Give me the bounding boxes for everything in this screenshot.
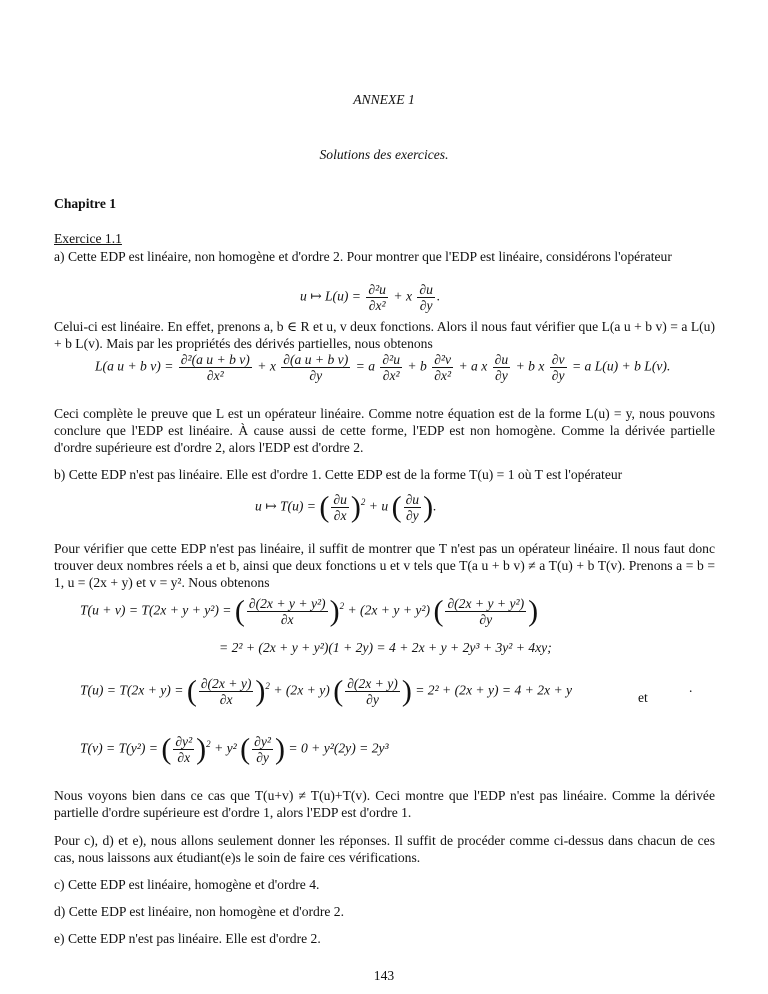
answer-c: c) Cette EDP est linéaire, homogène et d'ordre 4. — [54, 877, 320, 892]
linearity-equation: L(a u + b v) = $\frac{\text{∂²(a u + b v)}}{\text{∂x²}}$ + x $\frac{\text{∂(a u + b v)}}{\partial y}$ = a $\frac{\text{∂²u}}{\text{∂x²}}$ + b $\frac{\text{∂²v}}{\text{∂x²}}$ + a x $\frac{\partial u}{\partial y}$ + b x $\frac{\partial v}{\partial y}$ = a L(u) + b L(v). — [95, 352, 671, 383]
op-l-frac-1: $\frac{\text{∂²u}}{\text{∂x²}}$ — [368, 282, 386, 313]
et-label: et — [638, 690, 648, 705]
op-l-lhs: u ↦ L(u) = — [300, 288, 361, 304]
et-dot: . — [689, 680, 693, 695]
t-u-plus-v-line2: = 2² + (2x + y + y²)(1 + 2y) = 4 + 2x + y + 2y³ + 3y² + 4xy; — [219, 640, 552, 655]
chapter-heading: Chapitre 1 — [54, 196, 117, 211]
op-l-frac-2: $\frac{\partial u}{\partial y}$ — [419, 282, 433, 313]
part-b-verify-text: Pour vérifier que cette EDP n'est pas linéaire, il suffit de montrer que T n'est pas un opérateur linéaire. Il nous faut donc trouver deux nombres réels a et b, ainsi que deux fonctions u et v tels que T(a u + b v) ≠ a T(u) + b T(v). Prenons a = b = 1, u = (2x + y) et v = y². Nous obtenons — [54, 541, 715, 590]
annex-subtitle: Solutions des exercices. — [319, 147, 449, 162]
page-number: 143 — [373, 968, 395, 983]
part-b-intro: b) Cette EDP n'est pas linéaire. Elle est d'ordre 1. Cette EDP est de la forme T(u) = 1 où T est l'opérateur — [54, 467, 623, 482]
answer-d: d) Cette EDP est linéaire, non homogène et d'ordre 2. — [54, 904, 344, 919]
part-a-intro: a) Cette EDP est linéaire, non homogène et d'ordre 2. Pour montrer que l'EDP est linéaire, considérons l'opérateur — [54, 249, 672, 264]
remaining-intro: Pour c), d) et e), nous allons seulement donner les réponses. Il suffit de procéder comme ci-dessus dans chacun de ces cas, nous laissons aux étudiant(e)s le soin de faire ces vérifications. — [54, 833, 715, 865]
part-a-linear-text: Celui-ci est linéaire. En effet, prenons a, b ∈ R et u, v deux fonctions. Alors il nous faut vérifier que L(a u + b v) = a L(u) + b L(v). Mais par les propriétés des dérivés partielles, nous obtenons — [54, 319, 715, 351]
answer-e: e) Cette EDP n'est pas linéaire. Elle est d'ordre 2. — [54, 931, 321, 946]
annex-title: ANNEXE 1 — [353, 92, 415, 107]
part-a-conclusion: Ceci complète le preuve que L est un opérateur linéaire. Comme notre équation est de la forme L(u) = y, nous pouvons conclure que l'EDP est linéaire. À cause aussi de cette forme, l'EDP est non homogène. Comme la dérivée partielle d'ordre supérieure est d'ordre 2, alors l'EDP est d'ordre 2. — [54, 406, 715, 455]
operator-l-equation: u ↦ L(u) = $\frac{\text{∂²u}}{\text{∂x²}}$ + x $\frac{\partial u}{\partial y}$ . — [300, 282, 441, 313]
exercise-heading: Exercice 1.1 — [54, 231, 122, 246]
t-v-equation: T(v) = T(y²) = ( $\frac{\text{∂y²}}{\partial x}$ )$^2$ + y² ( $\frac{\text{∂y²}}{\partial y}$ ) = 0 + y²(2y) = 2y³ — [80, 732, 389, 766]
t-u-equation: T(u) = T(2x + y) = ( $\frac{\partial(2x + y)}{\partial x}$ )$^2$ + (2x + y) ( $\frac{\partial(2x + y)}{\partial y}$ ) = 2² + (2x + y) = 4 + 2x + y — [80, 674, 573, 708]
operator-t-equation: u ↦ T(u) = ( $\frac{\partial u}{\partial x}$ )$^2$ + u ( $\frac{\partial u}{\partial y}$ ). — [255, 490, 437, 524]
part-b-conclusion: Nous voyons bien dans ce cas que T(u+v) ≠ T(u)+T(v). Ceci montre que l'EDP n'est pas linéaire. Comme la dérivée partielle d'ordre supérieure est d'ordre 1, alors l'EDP est d'ordre 1. — [54, 788, 715, 820]
t-u-plus-v-equation: T(u + v) = T(2x + y + y²) = ( $\frac{\text{∂(2x + y + y²)}}{\partial x}$ )$^2$ + (2x + y + y²) ( $\frac{\text{∂(2x + y + y²)}}{\partial y}$ ) — [80, 594, 539, 628]
